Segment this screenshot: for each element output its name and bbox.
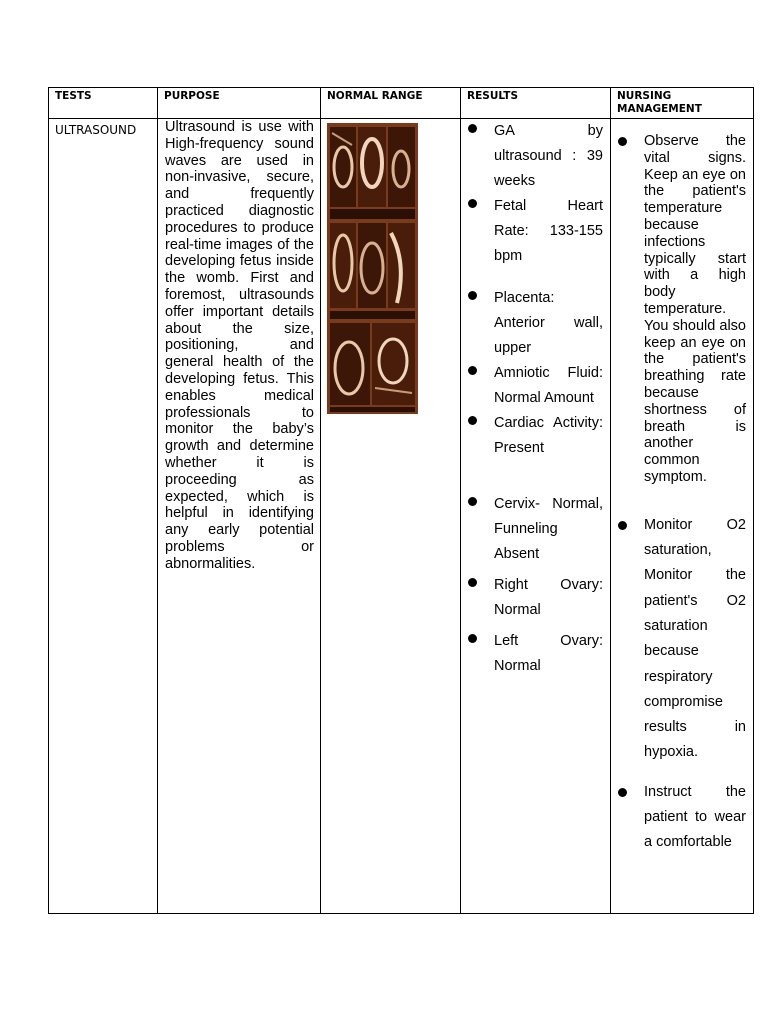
list-item: Monitor O2 saturation, Monitor the patient's O2 saturation because respiratory compromise results in hypoxia. bbox=[618, 513, 746, 766]
bullet-icon bbox=[468, 416, 477, 425]
list-item: GA by ultrasound : 39 weeks bbox=[468, 119, 603, 194]
bullet-icon bbox=[468, 497, 477, 506]
cell-test-name: ULTRASOUND bbox=[49, 119, 158, 914]
list-item: Cardiac Activity: Present bbox=[468, 411, 603, 461]
list-item: Observe the vital signs. Keep an eye on the patient's temperature because infections typically start with a high body temperature. You should also keep an eye on the patient's breathing rate because shortness of breath is another common symptom. bbox=[618, 133, 746, 486]
cell-purpose bbox=[158, 119, 321, 914]
ultrasound-image bbox=[327, 123, 418, 414]
cell-nursing-management bbox=[611, 119, 754, 914]
header-nursing-line1: NURSING bbox=[617, 90, 672, 102]
header-nursing-management bbox=[611, 88, 754, 119]
header-purpose: PURPOSE bbox=[158, 88, 321, 119]
list-item: Amniotic Fluid: Normal Amount bbox=[468, 361, 603, 411]
header-results: RESULTS bbox=[461, 88, 611, 119]
header-row bbox=[49, 88, 754, 119]
bullet-icon bbox=[468, 634, 477, 643]
cell-normal-range bbox=[321, 119, 461, 914]
bullet-icon bbox=[468, 291, 477, 300]
list-item: Cervix- Normal, Funneling Absent bbox=[468, 492, 603, 567]
list-item: Left Ovary: Normal bbox=[468, 629, 603, 679]
table-row bbox=[49, 119, 754, 914]
bullet-icon bbox=[618, 788, 627, 797]
bullet-icon bbox=[618, 137, 627, 146]
bullet-icon bbox=[468, 199, 477, 208]
header-nursing-line2: MANAGEMENT bbox=[617, 103, 702, 115]
purpose-text: Ultrasound is use with High-frequency sound waves are used in non-invasive, secure, and frequently practiced diagnostic procedures to produce real-time images of the developing fetus inside the womb. First and foremost, ultrasounds offer important details about the size, positioning, and general health of the developing fetus. This enables medical professionals to monitor the baby’s growth and determine whether it is proceeding as expected, which is helpful in identifying any early potential problems or abnormalities. bbox=[165, 119, 314, 572]
results-list bbox=[468, 119, 603, 679]
nursing-list bbox=[618, 133, 746, 856]
list-item: Instruct the patient to wear a comfortable bbox=[618, 780, 746, 856]
list-item: Placenta: Anterior wall, upper bbox=[468, 286, 603, 361]
header-normal-range: NORMAL RANGE bbox=[321, 88, 461, 119]
list-item: Right Ovary: Normal bbox=[468, 573, 603, 623]
bullet-icon bbox=[468, 124, 477, 133]
bullet-icon bbox=[618, 521, 627, 530]
list-item: Fetal Heart Rate: 133-155 bpm bbox=[468, 194, 603, 269]
bullet-icon bbox=[468, 578, 477, 587]
assessment-table bbox=[48, 87, 754, 914]
bullet-icon bbox=[468, 366, 477, 375]
cell-results bbox=[461, 119, 611, 914]
header-tests: TESTS bbox=[49, 88, 158, 119]
